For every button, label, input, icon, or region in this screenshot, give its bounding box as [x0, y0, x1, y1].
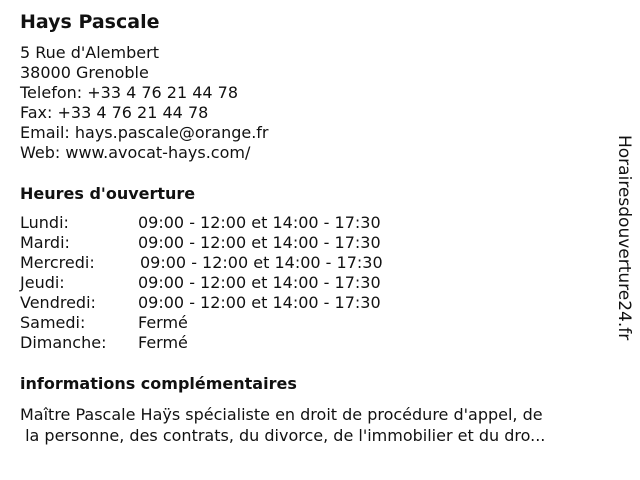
hours-day: Lundi:	[20, 213, 69, 232]
address-street: 5 Rue d'Alembert	[20, 43, 159, 62]
hours-day: Vendredi:	[20, 293, 96, 312]
opening-hours-heading: Heures d'ouverture	[20, 184, 196, 203]
watermark	[611, 135, 635, 375]
website-line: Web: www.avocat-hays.com/	[20, 143, 251, 162]
hours-row-sunday	[20, 333, 440, 353]
hours-time: 09:00 - 12:00 et 14:00 - 17:30	[138, 233, 381, 252]
fax-line: Fax: +33 4 76 21 44 78	[20, 103, 209, 122]
address-city: 38000 Grenoble	[20, 63, 149, 82]
opening-hours-table	[20, 213, 440, 353]
hours-row-friday	[20, 293, 440, 313]
phone-line: Telefon: +33 4 76 21 44 78	[20, 83, 239, 102]
hours-time: 09:00 - 12:00 et 14:00 - 17:30	[138, 293, 381, 312]
hours-time: Fermé	[138, 313, 188, 332]
additional-info-heading: informations complémentaires	[20, 374, 297, 393]
hours-time: 09:00 - 12:00 et 14:00 - 17:30	[138, 213, 381, 232]
email-line: Email: hays.pascale@orange.fr	[20, 123, 269, 142]
watermark-text: Horairesdouverture24.fr	[614, 135, 634, 341]
hours-time: 09:00 - 12:00 et 14:00 - 17:30	[138, 273, 381, 292]
page-title: Hays Pascale	[20, 11, 160, 33]
hours-row-monday	[20, 213, 440, 233]
hours-day: Jeudi:	[20, 273, 65, 292]
info-line: Maître Pascale Haÿs spécialiste en droit de procédure d'appel, de	[20, 405, 543, 424]
hours-time: Fermé	[138, 333, 188, 352]
hours-day: Samedi:	[20, 313, 86, 332]
info-line: la personne, des contrats, du divorce, de l'immobilier et du dro...	[20, 426, 546, 445]
hours-row-thursday	[20, 273, 440, 293]
additional-info-text	[20, 404, 610, 446]
hours-day: Dimanche:	[20, 333, 107, 352]
hours-row-tuesday	[20, 233, 440, 253]
contact-block	[20, 43, 269, 163]
hours-day: Mardi:	[20, 233, 70, 252]
hours-row-saturday	[20, 313, 440, 333]
hours-time: 09:00 - 12:00 et 14:00 - 17:30	[140, 253, 383, 272]
hours-day: Mercredi:	[20, 253, 95, 272]
hours-row-wednesday	[20, 253, 440, 273]
